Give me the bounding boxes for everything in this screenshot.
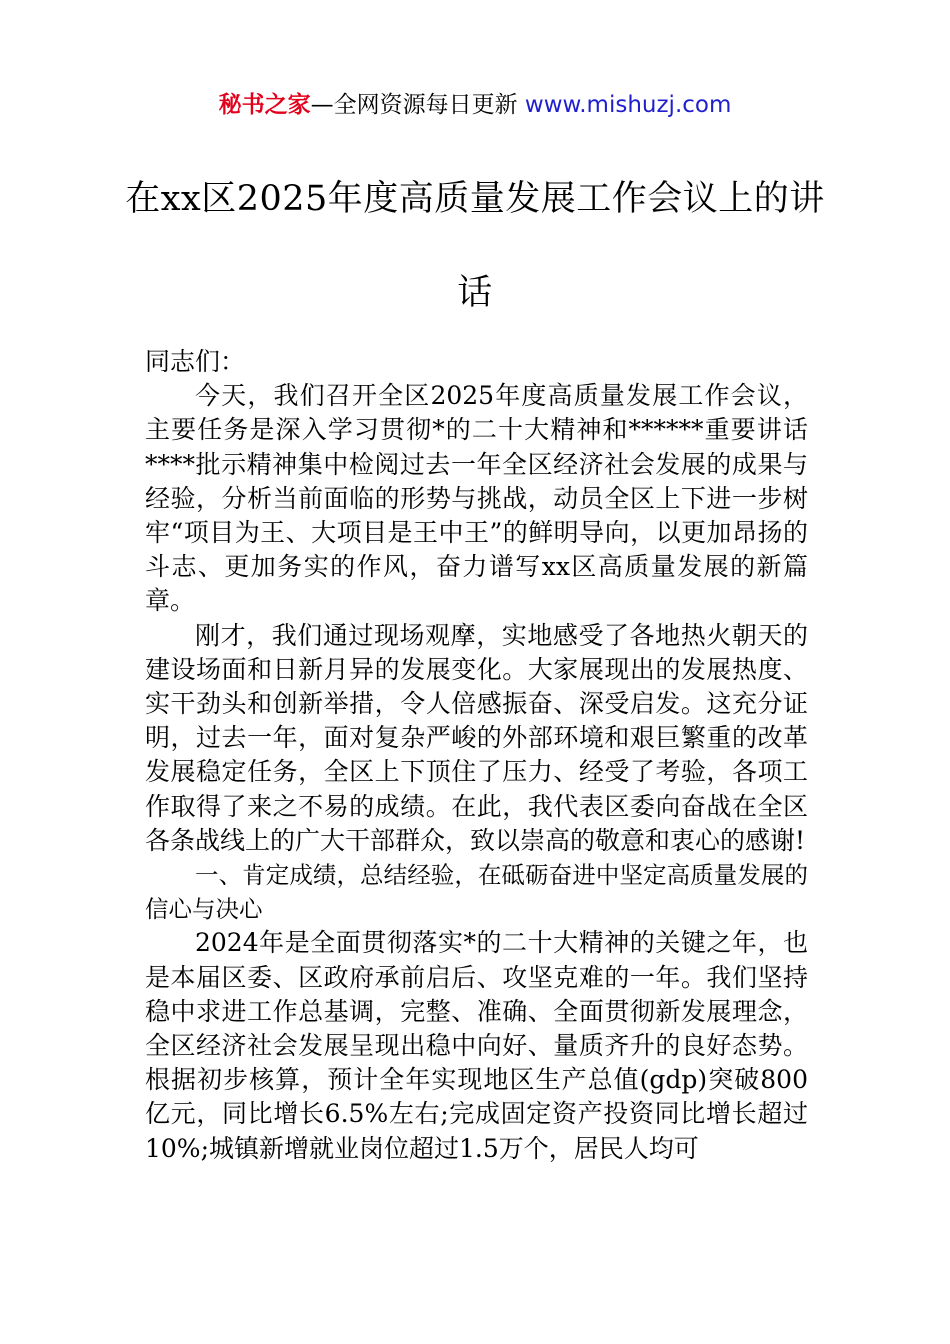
header-url-link[interactable]: www.mishuzj.com xyxy=(524,92,732,118)
section-heading: 一、肯定成绩，总结经验，在砥砺奋进中坚定高质量发展的信心与决心 xyxy=(145,861,808,924)
brand-name: 秘书之家 xyxy=(218,92,311,118)
section-paragraph: 2024年是全面贯彻落实*的二十大精神的关键之年，也是本届区委、区政府承前启后、攻坚克难的一年。我们坚持稳中求进工作总基调，完整、准确、全面贯彻新发展理念，全区经济社会发展呈现出稳中向好、量质齐升的良好态势。根据初步核算，预计全年实现地区生产总值(gdp)突破800亿元，同比增长6.5%左右;完成固定资产投资同比增长超过10%;城镇新增就业岗位超过1.5万个，居民人均可 xyxy=(145,928,808,1163)
body-paragraph: 今天，我们召开全区2025年度高质量发展工作会议，主要任务是深入学习贯彻*的二十大精神和******重要讲话****批示精神集中检阅过去一年全区经济社会发展的成果与经验，分析当前面临的形势与挑战，动员全区上下进一步树牢“项目为王、大项目是王中王”的鲜明导向，以更加昂扬的斗志、更加务实的作风，奋力谱写xx区高质量发展的新篇章。 xyxy=(145,381,808,616)
document-title: 在xx区2025年度高质量发展工作会议上的讲话 xyxy=(125,179,825,313)
header-tagline: —全网资源每日更新 xyxy=(310,92,525,118)
salutation: 同志们： xyxy=(145,347,246,376)
page-header xyxy=(0,88,950,122)
body-paragraph: 刚才，我们通过现场观摩，实地感受了各地热火朝天的建设场面和日新月异的发展变化。大家展现出的发展热度、实干劲头和创新举措，令人倍感振奋、深受启发。这充分证明，过去一年，面对复杂严峻的外部环境和艰巨繁重的改革发展稳定任务，全区上下顶住了压力、经受了考验，各项工作取得了来之不易的成绩。在此，我代表区委向奋战在全区各条战线上的广大干部群众，致以崇高的敬意和衷心的感谢! xyxy=(145,620,808,855)
document-body xyxy=(145,345,808,1166)
